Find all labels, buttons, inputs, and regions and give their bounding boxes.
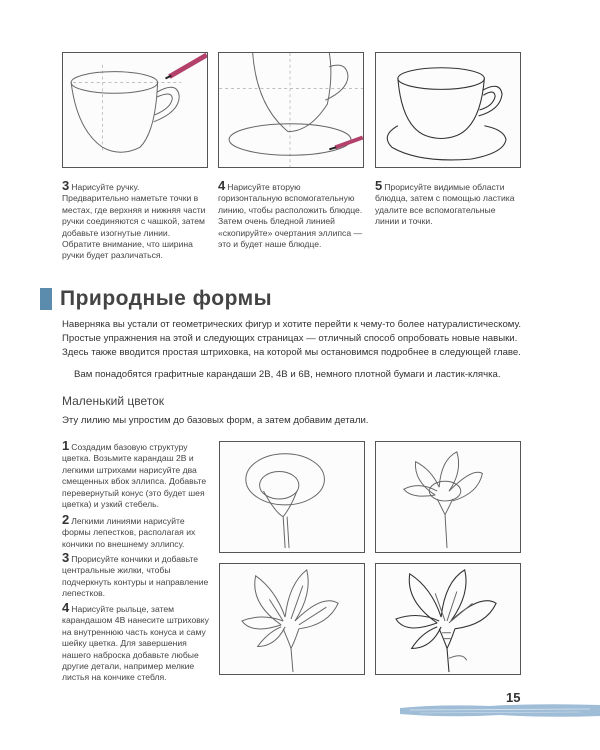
section-title: Природные формы	[60, 287, 273, 310]
flower-step-2	[62, 514, 212, 550]
heading-accent-bar	[40, 288, 52, 310]
section-heading	[40, 286, 272, 312]
page-footer-brush-stroke	[400, 700, 600, 720]
flower-step-3-text: Прорисуйте кончики и добавьте центральные жилки, чтобы подчеркнуть контуры и направление лепестков.	[62, 554, 209, 599]
flower-step-2-number: 2	[62, 512, 70, 527]
page-number: 15	[506, 690, 521, 705]
cup-step-3-illustration	[62, 52, 208, 168]
caption-step-4-text: Нарисуйте вторую горизонтальную вспомогательную линию, чтобы расположить блюдце. Затем очень бледной линией «скопируйте» очертания эллипса — это и будет наше блюдце.	[218, 182, 363, 250]
flower-step-1-number: 1	[62, 438, 70, 453]
cup-step-4-illustration	[218, 52, 364, 168]
caption-step-5	[375, 180, 521, 228]
flower-step-2-illustration	[375, 441, 521, 553]
section-intro: Наверняка вы устали от геометрических фигур и хотите перейти к чему-то более натуралистическому. Простые упражнения на этой и следующих страницах — отличный способ опробовать новые навыки. Здесь также вводится простая штриховка, на которой мы остановимся подробнее в следующей главе.	[62, 319, 522, 358]
flower-subheading: Маленький цветок	[62, 394, 165, 408]
cup-step-5-illustration	[375, 52, 521, 168]
flower-step-4-illustration	[375, 563, 521, 675]
flower-step-3	[62, 552, 212, 600]
flower-step-4	[62, 602, 212, 684]
caption-step-5-number: 5	[375, 178, 383, 193]
flower-step-2-text: Легкими линиями нарисуйте формы лепестков, располагая их кончики по внешнему эллипсу.	[62, 516, 196, 549]
caption-step-4-number: 4	[218, 178, 226, 193]
section-materials: Вам понадобятся графитные карандаши 2В, 4В и 6В, немного плотной бумаги и ластик-клячка.	[74, 369, 501, 380]
flower-step-1-illustration	[219, 441, 365, 553]
flower-step-3-number: 3	[62, 550, 70, 565]
caption-step-3-text: Нарисуйте ручку. Предварительно наметьте точки в местах, где верхняя и нижняя части ручки соединяются с чашкой, затем добавьте изогнутые линии. Обратите внимание, что ширина ручки будет различаться.	[62, 182, 206, 261]
flower-intro: Эту лилию мы упростим до базовых форм, а затем добавим детали.	[62, 415, 369, 426]
flower-step-3-illustration	[219, 563, 365, 675]
caption-step-3-number: 3	[62, 178, 70, 193]
flower-step-1	[62, 440, 212, 510]
caption-step-3	[62, 180, 208, 262]
caption-step-4	[218, 180, 364, 250]
flower-step-1-text: Создадим базовую структуру цветка. Возьмите карандаш 2В и легкими штрихами нарисуйте два смещенных вбок эллипса. Добавьте перевернутый конус (это будет шея цветка) и узкий стебель.	[62, 442, 207, 510]
flower-step-4-text: Нарисуйте рыльце, затем карандашом 4В нанесите штриховку на внутреннюю часть конуса и саму шейку цветка. Для завершения нашего наброска добавьте любые другие детали, например мелкие листья на кончике стебля.	[62, 604, 209, 683]
flower-step-4-number: 4	[62, 600, 70, 615]
caption-step-5-text: Прорисуйте видимые области блюдца, затем с помощью ластика удалите все вспомогательные линии и точки.	[375, 182, 515, 227]
